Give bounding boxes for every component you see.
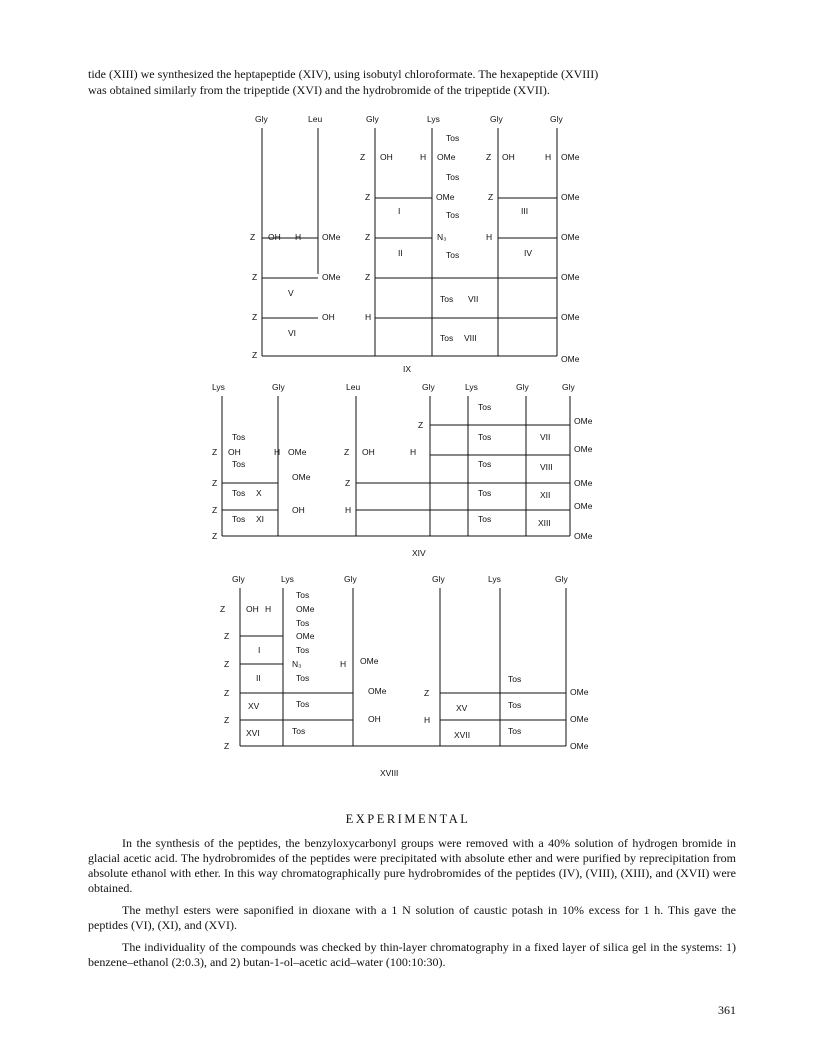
s1-step-ii: II [398,248,403,258]
s2-tos: Tos [232,432,246,442]
s2-residue: Gly [272,382,285,392]
s3-h: H [265,604,272,614]
s2-ome: OMe [292,472,311,482]
s2-residue: Lys [212,382,225,392]
s2-h: H [274,447,281,457]
s1-h: H [545,152,552,162]
s2-h: H [345,505,352,515]
s3-z: Z [224,631,230,641]
s3-oh: OH [368,714,381,724]
s1-tos: Tos [446,250,460,260]
s3-step-ii: II [256,673,261,683]
s2-step-xi: XI [256,514,265,524]
s1-tos: Tos [440,333,454,343]
intro-line-1: tide (XIII) we synthesized the heptapeptide (XIV), using isobutyl chloroformate. The hexapeptide (XVIII) [88,67,599,81]
s2-ome: OMe [574,478,593,488]
s3-ome: OMe [296,631,315,641]
s3-residue: Gly [344,574,357,584]
s1-residue-5: Gly [490,114,503,124]
s1-ome: OMe [322,272,341,282]
s1-step-i: I [398,206,401,216]
s3-step-xv: XV [248,701,260,711]
s1-residue-6: Gly [550,114,563,124]
s3-residue: Gly [555,574,568,584]
s1-n3: N₃ [437,232,447,242]
s1-ome: OMe [437,152,456,162]
s1-ome: OMe [561,152,580,162]
s2-residue: Gly [422,382,435,392]
s2-z: Z [344,447,350,457]
experimental-paragraph-3: The individuality of the compounds was checked by thin-layer chromatography in a fixed layer of silica gel in the systems: 1) benzene–ethanol (2:0.3), and 2) butan-1-ol–acetic acid–water (100:10:30). [88,940,736,969]
scheme-ix [250,114,580,374]
s1-h: H [486,232,493,242]
s1-z: Z [250,232,256,242]
s3-ome: OMe [570,714,589,724]
s3-h: H [340,659,347,669]
s1-ome: OMe [561,192,580,202]
s3-ome: OMe [360,656,379,666]
s1-tos: Tos [446,210,460,220]
s2-tos: Tos [232,459,246,469]
s3-z: Z [220,604,226,614]
s2-step-x: X [256,488,262,498]
s3-tos: Tos [296,590,310,600]
s1-residue-4: Lys [427,114,440,124]
s2-ome: OMe [288,447,307,457]
s3-tos: Tos [296,645,310,655]
s3-n3: N₃ [292,659,302,669]
s2-oh: OH [292,505,305,515]
s3-residue: Gly [232,574,245,584]
s2-step-xiii: XIII [538,518,551,528]
s3-step-i: I [258,645,261,655]
s2-z: Z [212,505,218,515]
s1-z: Z [252,350,258,360]
s2-z: Z [212,531,218,541]
s1-oh: OH [268,232,281,242]
s1-step-v: V [288,288,294,298]
s2-residue: Gly [562,382,575,392]
s1-ome: OMe [561,232,580,242]
s3-step-xv-b: XV [456,703,468,713]
s3-tos: Tos [508,726,522,736]
s1-label: IX [403,364,412,374]
s2-tos: Tos [232,488,246,498]
s1-h: H [295,232,302,242]
s1-oh: OH [322,312,335,322]
s1-step-viii: VIII [464,333,477,343]
s1-residue-1: Gly [255,114,268,124]
s1-step-iv: IV [524,248,533,258]
s3-h: H [424,715,431,725]
experimental-paragraph-2: The methyl esters were saponified in dioxane with a 1 N solution of caustic potash in 10% excess for 1 h. This gave the peptides (VI), (XI), and (XVI). [88,903,736,932]
s3-residue: Lys [281,574,294,584]
experimental-paragraph-1: In the synthesis of the peptides, the benzyloxycarbonyl groups were removed with a 40% solution of hydrogen bromide in glacial acetic acid. The hydrobromides of the peptides were precipitated with absolute ether and were purified by reprecipitation from absolute ethanol with ether. In this way chromatographically pure hydrobromides of the peptides (IV), (VIII), (XIII), and (XVII) were obtained. [88,836,736,895]
s2-z: Z [212,447,218,457]
s3-step-xvi: XVI [246,728,260,738]
s2-step-viii: VIII [540,462,553,472]
s1-z: Z [252,272,258,282]
s3-step-xvii: XVII [454,730,471,740]
s2-oh: OH [228,447,241,457]
s3-ome: OMe [296,604,315,614]
s1-step-vii: VII [468,294,479,304]
s3-tos: Tos [296,618,310,628]
s1-z: Z [365,272,371,282]
s2-residue: Lys [465,382,478,392]
s3-z: Z [224,659,230,669]
s1-tos: Tos [446,133,460,143]
s1-z: Z [365,192,371,202]
s3-z: Z [224,715,230,725]
s3-tos: Tos [292,726,306,736]
s3-residue: Lys [488,574,501,584]
s1-residue-2: Leu [308,114,323,124]
s3-ome: OMe [570,687,589,697]
s3-z: Z [424,688,430,698]
s3-z: Z [224,688,230,698]
s2-ome: OMe [574,501,593,511]
s2-tos: Tos [478,402,492,412]
s3-z: Z [224,741,230,751]
s1-h: H [365,312,372,322]
s1-ome: OMe [561,354,580,364]
s2-label: XIV [412,548,426,558]
s1-ome: OMe [561,272,580,282]
s1-h: H [420,152,427,162]
s3-oh: OH [246,604,259,614]
experimental-heading: EXPERIMENTAL [345,812,471,826]
s1-z: Z [486,152,492,162]
s2-ome: OMe [574,531,593,541]
s3-ome: OMe [570,741,589,751]
s3-ome: OMe [368,686,387,696]
scheme-xviii [220,574,589,778]
s1-ome: OMe [436,192,455,202]
s2-tos: Tos [478,488,492,498]
s2-z: Z [212,478,218,488]
s3-residue: Gly [432,574,445,584]
s3-tos: Tos [508,674,522,684]
s2-oh: OH [362,447,375,457]
s1-ome: OMe [561,312,580,322]
scheme-xiv [212,382,593,558]
s2-tos: Tos [478,514,492,524]
s2-tos: Tos [478,459,492,469]
s3-tos: Tos [296,699,310,709]
s2-step-xii: XII [540,490,551,500]
s2-h: H [410,447,417,457]
s1-step-vi: VI [288,328,297,338]
s2-ome: OMe [574,416,593,426]
s1-z: Z [488,192,494,202]
s1-ome: OMe [322,232,341,242]
page-number: 361 [718,1003,736,1017]
s1-z: Z [365,232,371,242]
s3-label: XVIII [380,768,399,778]
s2-residue: Gly [516,382,529,392]
s1-tos: Tos [440,294,454,304]
s2-z: Z [418,420,424,430]
s2-tos: Tos [478,432,492,442]
s1-tos: Tos [446,172,460,182]
s2-ome: OMe [574,444,593,454]
s2-tos: Tos [232,514,246,524]
s3-tos: Tos [296,673,310,683]
intro-line-2: was obtained similarly from the tripeptide (XVI) and the hydrobromide of the tripeptide (XVII). [88,83,550,97]
s1-z: Z [252,312,258,322]
s1-z: Z [360,152,366,162]
s1-oh: OH [502,152,515,162]
s3-tos: Tos [508,700,522,710]
s1-step-iii: III [521,206,529,216]
s1-oh: OH [380,152,393,162]
s1-residue-3: Gly [366,114,379,124]
s2-step-vii: VII [540,432,551,442]
s2-z: Z [345,478,351,488]
s2-residue: Leu [346,382,361,392]
